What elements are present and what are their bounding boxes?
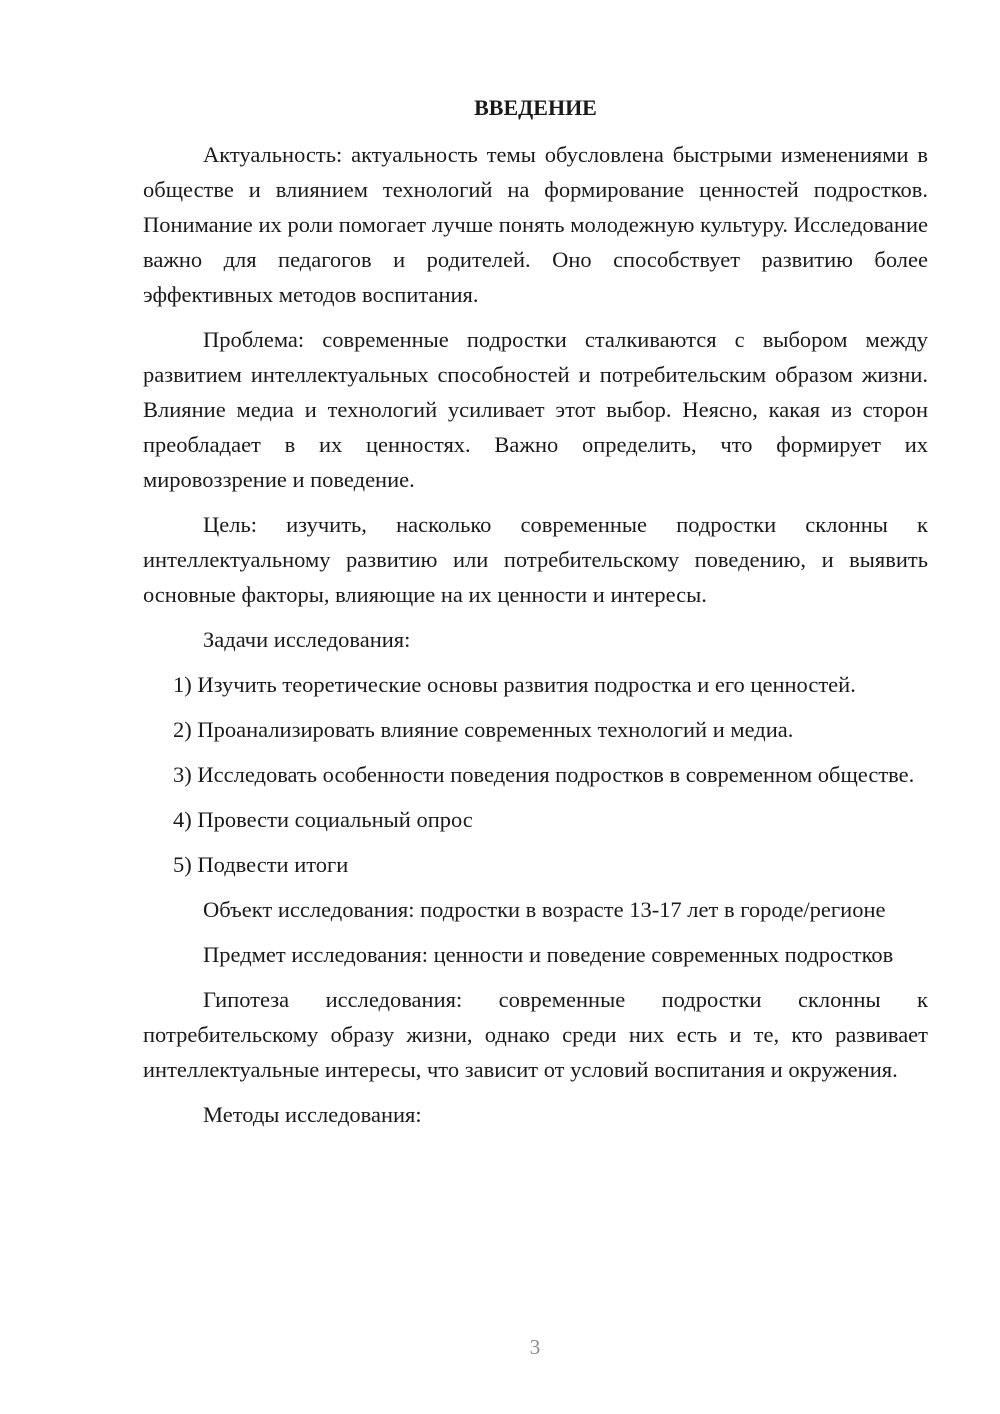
document-body [143,93,928,1132]
task-item: 1) Изучить теоретические основы развития подростка и его ценностей. [173,672,856,697]
object-paragraph: Объект исследования: подростки в возрасте 13-17 лет в городе/регионе [203,897,886,922]
section-title: ВВЕДЕНИЕ [474,95,597,120]
problem-paragraph: Проблема: современные подростки сталкиваются с выбором между развитием интеллектуальных способностей и потребительским образом жизни. Влияние медиа и технологий усиливает этот выбор. Неясно, какая из сторон преобладает в их ценностях. Важно определить, что формирует их мировоззрение и поведение. [143,327,928,492]
task-item: 3) Исследовать особенности поведения подростков в современном обществе. [173,762,915,787]
methods-heading: Методы исследования: [203,1102,422,1127]
relevance-paragraph: Актуальность: актуальность темы обусловлена быстрыми изменениями в обществе и влиянием технологий на формирование ценностей подростков. Понимание их роли помогает лучше понять молодежную культуру. Исследование важно для педагогов и родителей. Оно способствует развитию более эффективных методов воспитания. [143,142,928,307]
page-number: 3 [529,1335,541,1359]
subject-paragraph: Предмет исследования: ценности и поведение современных подростков [203,942,894,967]
task-item: 2) Проанализировать влияние современных технологий и медиа. [173,717,794,742]
hypothesis-paragraph: Гипотеза исследования: современные подростки склонны к потребительскому образу жизни, однако среди них есть и те, кто развивает интеллектуальные интересы, что зависит от условий воспитания и окружения. [143,987,928,1082]
task-item: 4) Провести социальный опрос [173,807,473,832]
tasks-heading: Задачи исследования: [203,627,411,652]
task-item: 5) Подвести итоги [173,852,349,877]
goal-paragraph: Цель: изучить, насколько современные подростки склонны к интеллектуальному развитию или потребительскому поведению, и выявить основные факторы, влияющие на их ценности и интересы. [143,512,928,607]
